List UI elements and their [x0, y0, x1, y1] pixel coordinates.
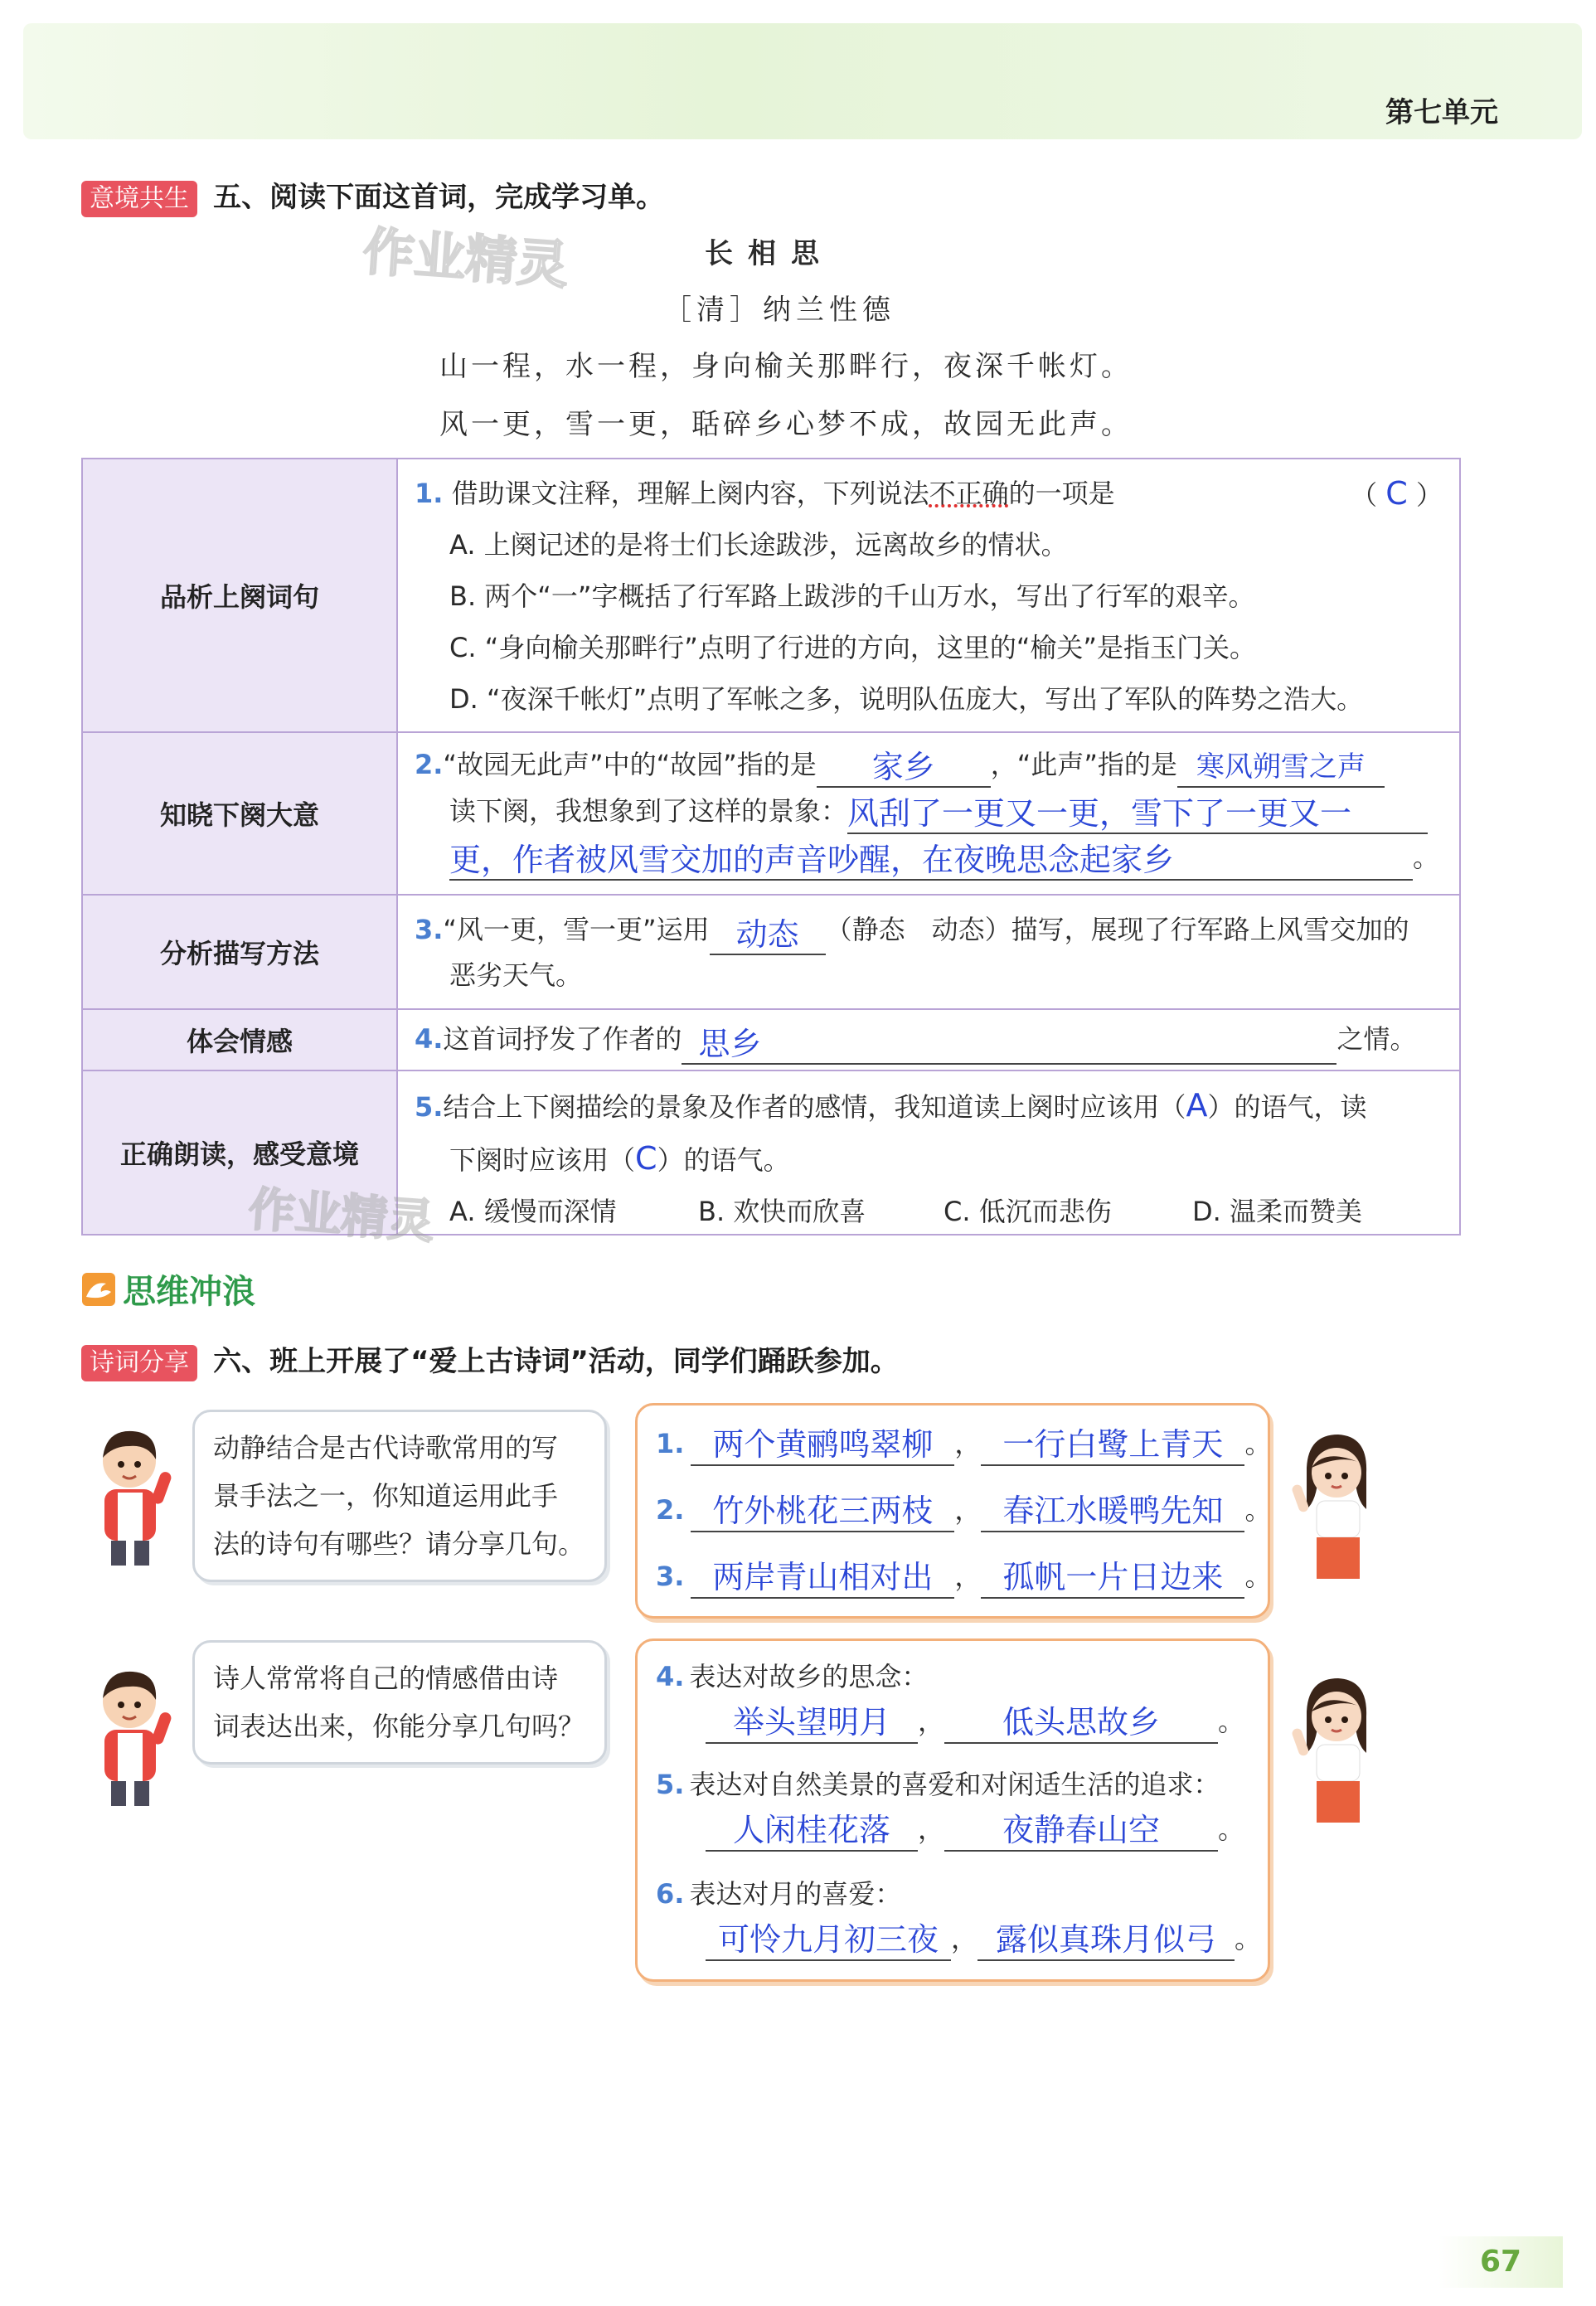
thinking-header	[81, 1265, 255, 1313]
question-1: 1. 借助课文注释，理解上阕内容，下列说法不正确的一项是 （ C ） A. 上阕记述的是将士们长途跋涉，远离故乡的情状。 B. 两个“一”字概括了行军路上跋涉的千山万水，写出了行军的艰辛。 C. “身向榆关那畔行”点明了行进的方向，这里的“榆关”是指玉门关。 D. “夜深千帐灯”点明了军帐之多，说明队伍庞大，写出了军队的阵势之浩大。	[398, 459, 1459, 733]
section6-tag: 诗词分享	[81, 1345, 197, 1381]
unit-label: 第七单元	[1385, 96, 1498, 129]
answer-4: 思乡	[682, 1025, 1336, 1065]
question-6-4: 4. 表达对故乡的思念：	[656, 1661, 929, 1692]
answer-row-1: 1. 两个黄鹂鸣翠柳 ， 一行白鹭上青天 。	[656, 1409, 1249, 1478]
option-5b: B. 欢快而欣喜	[698, 1196, 866, 1227]
answer-1: C	[1385, 475, 1408, 512]
watermark: 作业精灵	[361, 221, 570, 296]
option-5d: D. 温柔而赞美	[1192, 1196, 1362, 1227]
poem-line-1: 山一程，水一程，身向榆关那畔行，夜深千帐灯。	[439, 350, 1133, 383]
header-band	[23, 23, 1582, 139]
option-1c: C. “身向榆关那畔行”点明了行进的方向，这里的“榆关”是指玉门关。	[449, 632, 1257, 663]
poem-title: 长相思	[705, 237, 834, 270]
option-5a: A. 缓慢而深情	[449, 1196, 617, 1227]
poem-author: ［清］纳兰性德	[663, 294, 895, 327]
answer-row-3: 3. 两岸青山相对出 ， 孤帆一片日边来 。	[656, 1541, 1249, 1611]
option-1d: D. “夜深千帐灯”点明了军帐之多，说明队伍庞大，写出了军队的阵势之浩大。	[449, 683, 1364, 715]
answer-2a: 家乡	[817, 748, 991, 788]
section5-tag: 意境共生	[81, 181, 197, 217]
answer-2b: 寒风朔雪之声	[1177, 748, 1385, 788]
row-label-3: 分析描写方法	[83, 896, 398, 1010]
option-1b: B. 两个“一”字概括了行军路上跋涉的千山万水，写出了行军的艰辛。	[449, 580, 1255, 612]
boy-avatar-2	[78, 1662, 186, 1811]
answer-bubble-2	[635, 1638, 1270, 1982]
answer-row-6: 可怜九月初三夜 ， 露似真珠月似弓 。	[656, 1915, 1249, 1963]
watermark-2: 作业精灵	[246, 1182, 436, 1250]
question-2: 2.“故园无此声”中的“故园”指的是 家乡 ，“此声”指的是 寒风朔雪之声 读下阕，我想象到了这样的景象：风刮了一更又一更，雪下了一更又一 更，作者被风雪交加的声音吵醒，在夜晚思念起家乡 。	[398, 733, 1459, 896]
answer-bubble-1	[635, 1403, 1270, 1619]
section6-title: 六、班上开展了“爱上古诗词”活动，同学们踊跃参加。	[213, 1345, 899, 1378]
question-5: 5.结合上下阕描绘的景象及作者的感情，我知道读上阕时应该用（A）的语气，读 下阕时应该用（C）的语气。 A. 缓慢而深情 B. 欢快而欣喜 C. 低沉而悲伤 D. 温柔而赞美	[398, 1071, 1459, 1234]
page-number: 67	[1438, 2236, 1563, 2288]
option-5c: C. 低沉而悲伤	[944, 1196, 1112, 1227]
row-label-2: 知晓下阕大意	[83, 733, 398, 896]
prompt-bubble-2: 诗人常常将自己的情感借由诗 词表达出来，你能分享几句吗？	[192, 1640, 607, 1765]
girl-avatar	[1283, 1426, 1391, 1592]
answer-3: 动态	[710, 915, 826, 955]
answer-5b: C	[635, 1140, 657, 1177]
answer-5a: A	[1186, 1087, 1208, 1124]
row-label-5: 正确朗读，感受意境	[83, 1071, 398, 1234]
answer-row-2: 2. 竹外桃花三两枝 ， 春江水暖鸭先知 。	[656, 1475, 1249, 1545]
girl-avatar-2	[1283, 1670, 1391, 1836]
section5-title: 五、阅读下面这首词，完成学习单。	[213, 181, 665, 214]
row-label-4: 体会情感	[83, 1010, 398, 1071]
wave-icon	[81, 1272, 116, 1307]
boy-avatar	[78, 1421, 186, 1571]
answer-row-5: 人闲桂花落 ， 夜静春山空 。	[656, 1805, 1249, 1853]
option-1a: A. 上阕记述的是将士们长途跋涉，远离故乡的情状。	[449, 529, 1068, 561]
section6-header	[81, 1338, 899, 1381]
thinking-title: 思维冲浪	[123, 1273, 255, 1311]
answer-row-4: 举头望明月 ， 低头思故乡 。	[656, 1697, 1249, 1745]
study-sheet-table	[81, 458, 1461, 1236]
answer-2c-2: 更，作者被风雪交加的声音吵醒，在夜晚思念起家乡	[449, 841, 1413, 881]
question-6-6: 6. 表达对月的喜爱：	[656, 1878, 902, 1910]
prompt-bubble-1: 动静结合是古代诗歌常用的写 景手法之一，你知道运用此手 法的诗句有哪些？请分享几句。	[192, 1410, 607, 1582]
answer-2c-1: 风刮了一更又一更，雪下了一更又一	[847, 794, 1428, 834]
question-3: 3.“风一更，雪一更”运用 动态 （静态 动态）描写，展现了行军路上风雪交加的 恶劣天气。	[398, 896, 1459, 1010]
row-label-1: 品析上阕词句	[83, 459, 398, 733]
poem-line-2: 风一更，雪一更，聒碎乡心梦不成，故园无此声。	[439, 408, 1133, 441]
question-6-5: 5. 表达对自然美景的喜爱和对闲适生活的追求：	[656, 1769, 1220, 1800]
question-4: 4.这首词抒发了作者的 思乡 之情。	[398, 1010, 1459, 1071]
